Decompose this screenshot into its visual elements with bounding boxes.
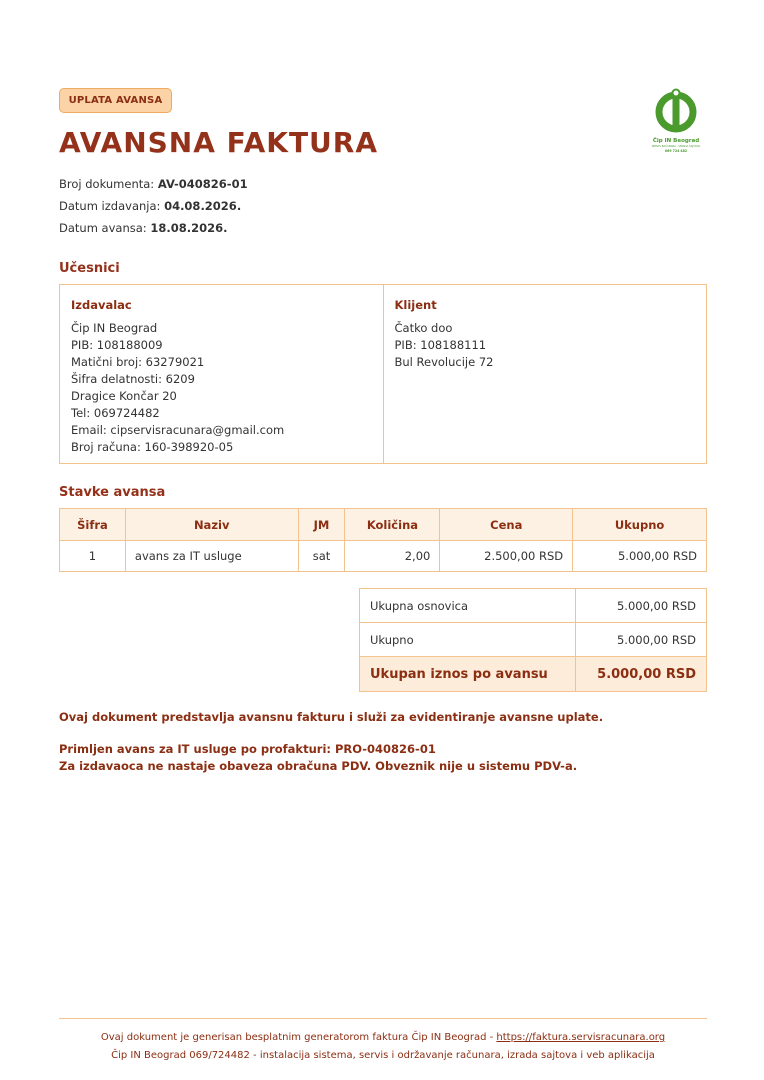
issuer-activity-code: Šifra delatnosti: 6209 <box>71 372 195 386</box>
item-name: avans za IT usluge <box>125 541 298 572</box>
total-value: 5.000,00 RSD <box>576 623 707 657</box>
issuer-pib: PIB: 108188009 <box>71 338 163 352</box>
company-logo <box>648 88 704 154</box>
participants-box <box>59 284 707 464</box>
document-type-badge: UPLATA AVANSA <box>59 88 172 113</box>
column-header: Cena <box>440 509 573 541</box>
issuer-email: Email: cipservisracunara@gmail.com <box>71 423 285 437</box>
issuer-registration-number: Matični broj: 63279021 <box>71 355 205 369</box>
grand-total-row <box>360 657 707 692</box>
footer-divider <box>59 1018 707 1019</box>
column-header: Količina <box>345 509 440 541</box>
participants-heading: Učesnici <box>59 261 120 276</box>
meta-advance-date: Datum avansa: 18.08.2026. <box>59 221 228 235</box>
note-vat-exemption: Za izdavaoca ne nastaje obaveza obračuna PDV. Obveznik nije u sistemu PDV-a. <box>59 759 578 773</box>
issuer-phone: Tel: 069724482 <box>71 406 160 420</box>
subtotal-label: Ukupna osnovica <box>360 589 576 623</box>
issuer-heading: Izdavalac <box>71 298 132 312</box>
meta-issue-date: Datum izdavanja: 04.08.2026. <box>59 199 242 213</box>
item-unit: sat <box>298 541 345 572</box>
totals-table <box>359 588 707 692</box>
client-address: Bul Revolucije 72 <box>394 355 494 369</box>
items-header-row <box>60 509 707 541</box>
subtotal-row <box>360 589 707 623</box>
note-proforma-reference: Primljen avans za IT usluge po profakturi: PRO-040826-01 <box>59 742 436 756</box>
column-header: JM <box>298 509 345 541</box>
column-header: Naziv <box>125 509 298 541</box>
client-pib: PIB: 108188111 <box>394 338 487 352</box>
logo-phone: 069 724 482 <box>664 149 688 153</box>
item-code: 1 <box>60 541 126 572</box>
page-title: AVANSNA FAKTURA <box>59 126 379 159</box>
subtotal-value: 5.000,00 RSD <box>576 589 707 623</box>
client-heading: Klijent <box>394 298 437 312</box>
issuer-bank-account: Broj računa: 160-398920-05 <box>71 440 234 454</box>
table-row <box>60 541 707 572</box>
grand-total-label: Ukupan iznos po avansu <box>360 657 576 692</box>
item-quantity: 2,00 <box>345 541 440 572</box>
total-label: Ukupno <box>360 623 576 657</box>
issuer-block <box>60 285 383 463</box>
footer-company-line: Čip IN Beograd 069/724482 - instalacija sistema, servis i održavanje računara, izrada sajtova i veb aplikacija <box>111 1050 655 1061</box>
items-heading: Stavke avansa <box>59 485 166 500</box>
meta-document-number: Broj dokumenta: AV-040826-01 <box>59 177 248 191</box>
footer-generator-line <box>59 1032 707 1043</box>
item-price: 2.500,00 RSD <box>440 541 573 572</box>
items-table <box>59 508 707 572</box>
grand-total-value: 5.000,00 RSD <box>576 657 707 692</box>
total-row <box>360 623 707 657</box>
column-header: Ukupno <box>573 509 707 541</box>
client-name: Čatko doo <box>394 321 453 335</box>
logo-name: Čip IN Beograd <box>652 138 700 144</box>
column-header: Šifra <box>60 509 126 541</box>
issuer-address: Dragice Končar 20 <box>71 389 177 403</box>
logo-tagline: SERVIS RAČUNARA · IZRADA SAJTOVA <box>651 145 701 148</box>
footer-generator-link[interactable]: https://faktura.servisracunara.org <box>496 1032 666 1043</box>
client-block <box>383 285 707 463</box>
footer-generator-text: Ovaj dokument je generisan besplatnim generatorom faktura Čip IN Beograd - <box>100 1032 497 1043</box>
issuer-name: Čip IN Beograd <box>71 321 158 335</box>
item-total: 5.000,00 RSD <box>573 541 707 572</box>
note-document-purpose: Ovaj dokument predstavlja avansnu fakturu i služi za evidentiranje avansne uplate. <box>59 710 604 724</box>
